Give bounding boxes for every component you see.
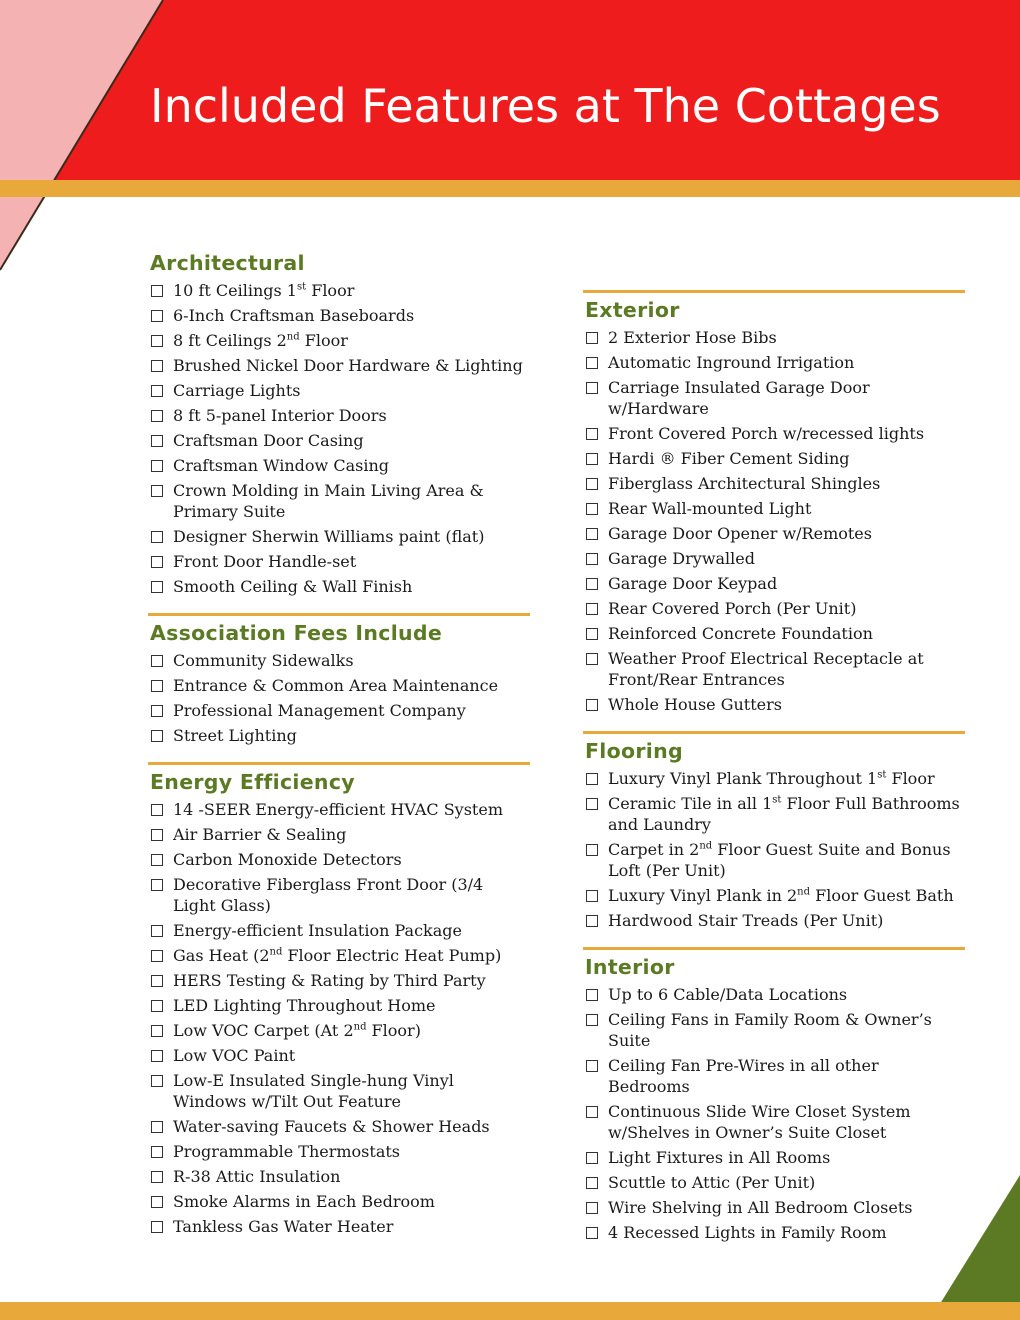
checkbox-icon bbox=[151, 975, 163, 987]
checkbox-icon bbox=[151, 581, 163, 593]
ordinal-suffix: nd bbox=[353, 1021, 367, 1033]
feature-item bbox=[583, 598, 965, 619]
feature-item bbox=[148, 849, 530, 870]
feature-text: Tankless Gas Water Heater bbox=[173, 1217, 394, 1236]
checkbox-icon bbox=[151, 705, 163, 717]
checkbox-icon bbox=[151, 435, 163, 447]
corner-decoration-bottom-right bbox=[930, 1175, 1020, 1320]
checkbox-icon bbox=[151, 680, 163, 692]
checkbox-icon bbox=[151, 1075, 163, 1087]
checkbox-icon bbox=[586, 453, 598, 465]
feature-text-continued: Floor Full Bathrooms and Laundry bbox=[608, 794, 960, 834]
checkbox-icon bbox=[586, 628, 598, 640]
feature-text: Street Lighting bbox=[173, 726, 297, 745]
feature-item bbox=[583, 1055, 965, 1097]
checkbox-icon bbox=[151, 1221, 163, 1233]
feature-text: Craftsman Door Casing bbox=[173, 431, 364, 450]
feature-text-continued: Floor) bbox=[366, 1021, 421, 1040]
checkbox-icon bbox=[151, 854, 163, 866]
section-architectural bbox=[148, 250, 530, 597]
feature-item bbox=[583, 623, 965, 644]
checkbox-icon bbox=[586, 844, 598, 856]
feature-item bbox=[583, 327, 965, 348]
feature-text: R-38 Attic Insulation bbox=[173, 1167, 341, 1186]
header-stripe bbox=[0, 180, 1020, 197]
checkbox-icon bbox=[151, 531, 163, 543]
feature-text: Low VOC Carpet (At 2 bbox=[173, 1021, 354, 1040]
ordinal-suffix: nd bbox=[699, 840, 713, 852]
feature-text: Garage Door Opener w/Remotes bbox=[608, 524, 872, 543]
corner-decoration-top-left bbox=[0, 0, 170, 275]
section-energy-efficiency bbox=[148, 762, 530, 1237]
feature-item bbox=[583, 1101, 965, 1143]
checkbox-icon bbox=[151, 925, 163, 937]
checkbox-icon bbox=[586, 1060, 598, 1072]
feature-item bbox=[148, 700, 530, 721]
feature-item bbox=[583, 1147, 965, 1168]
checkbox-icon bbox=[151, 1025, 163, 1037]
feature-text: Continuous Slide Wire Closet System w/Shelves in Owner’s Suite Closet bbox=[608, 1102, 911, 1142]
feature-text: Rear Covered Porch (Per Unit) bbox=[608, 599, 857, 618]
left-column bbox=[148, 250, 530, 1253]
feature-text: Scuttle to Attic (Per Unit) bbox=[608, 1173, 816, 1192]
feature-text: Wire Shelving in All Bedroom Closets bbox=[608, 1198, 913, 1217]
ordinal-suffix: st bbox=[772, 794, 782, 806]
feature-item bbox=[148, 330, 530, 351]
checkbox-icon bbox=[586, 503, 598, 515]
feature-item bbox=[148, 1116, 530, 1137]
feature-item bbox=[148, 1191, 530, 1212]
checkbox-icon bbox=[586, 428, 598, 440]
section-exterior bbox=[583, 290, 965, 715]
section-heading-energy-efficiency: Energy Efficiency bbox=[150, 770, 355, 794]
checkbox-icon bbox=[586, 1202, 598, 1214]
feature-text: Garage Drywalled bbox=[608, 549, 755, 568]
feature-text: Water-saving Faucets & Shower Heads bbox=[173, 1117, 490, 1136]
checkbox-icon bbox=[586, 915, 598, 927]
checkbox-icon bbox=[151, 829, 163, 841]
checkbox-icon bbox=[151, 1146, 163, 1158]
ordinal-suffix: st bbox=[296, 281, 307, 293]
feature-text: Automatic Inground Irrigation bbox=[608, 353, 855, 372]
feature-text: Energy-efficient Insulation Package bbox=[173, 921, 462, 940]
feature-text-continued: Floor Guest Bath bbox=[810, 886, 954, 905]
checkbox-icon bbox=[151, 1050, 163, 1062]
feature-item bbox=[148, 280, 530, 301]
checkbox-icon bbox=[151, 460, 163, 472]
feature-text: 10 ft Ceilings 1 bbox=[173, 281, 297, 300]
feature-item bbox=[148, 1020, 530, 1041]
checkbox-icon bbox=[586, 1014, 598, 1026]
feature-item bbox=[583, 648, 965, 690]
feature-text: Hardwood Stair Treads (Per Unit) bbox=[608, 911, 884, 930]
feature-text: Crown Molding in Main Living Area & Primary Suite bbox=[173, 481, 484, 521]
feature-list-energy-efficiency bbox=[148, 799, 530, 1237]
checkbox-icon bbox=[586, 1106, 598, 1118]
feature-text: Luxury Vinyl Plank in 2 bbox=[608, 886, 798, 905]
feature-item bbox=[583, 910, 965, 931]
feature-text: Designer Sherwin Williams paint (flat) bbox=[173, 527, 485, 546]
feature-text: Craftsman Window Casing bbox=[173, 456, 389, 475]
checkbox-icon bbox=[151, 385, 163, 397]
feature-item bbox=[583, 548, 965, 569]
ordinal-suffix: nd bbox=[286, 331, 300, 343]
feature-text: Carbon Monoxide Detectors bbox=[173, 850, 402, 869]
feature-item bbox=[148, 799, 530, 820]
feature-text: 8 ft 5-panel Interior Doors bbox=[173, 406, 387, 425]
ordinal-suffix: nd bbox=[797, 886, 811, 898]
feature-item bbox=[583, 839, 965, 881]
checkbox-icon bbox=[586, 989, 598, 1001]
section-heading-exterior: Exterior bbox=[585, 298, 680, 322]
checkbox-icon bbox=[586, 382, 598, 394]
feature-item bbox=[583, 352, 965, 373]
feature-text: Rear Wall-mounted Light bbox=[608, 499, 812, 518]
right-column bbox=[583, 290, 965, 1259]
feature-text: Brushed Nickel Door Hardware & Lighting bbox=[173, 356, 523, 375]
feature-text: 4 Recessed Lights in Family Room bbox=[608, 1223, 887, 1242]
checkbox-icon bbox=[586, 890, 598, 902]
feature-text: Garage Door Keypad bbox=[608, 574, 778, 593]
feature-item bbox=[583, 984, 965, 1005]
feature-item bbox=[583, 448, 965, 469]
section-heading-architectural: Architectural bbox=[150, 251, 305, 275]
checkbox-icon bbox=[151, 285, 163, 297]
feature-item bbox=[148, 576, 530, 597]
feature-item bbox=[148, 355, 530, 376]
feature-item bbox=[583, 473, 965, 494]
footer-stripe bbox=[0, 1302, 1020, 1320]
feature-item bbox=[148, 945, 530, 966]
checkbox-icon bbox=[586, 332, 598, 344]
feature-item bbox=[148, 1166, 530, 1187]
checkbox-icon bbox=[586, 603, 598, 615]
ordinal-suffix: nd bbox=[269, 946, 283, 958]
checkbox-icon bbox=[151, 879, 163, 891]
feature-item bbox=[148, 551, 530, 572]
feature-text: Carriage Lights bbox=[173, 381, 301, 400]
feature-text: Ceramic Tile in all 1 bbox=[608, 794, 773, 813]
feature-item bbox=[148, 1045, 530, 1066]
feature-item bbox=[148, 305, 530, 326]
checkbox-icon bbox=[151, 1000, 163, 1012]
checkbox-icon bbox=[586, 578, 598, 590]
checkbox-icon bbox=[151, 804, 163, 816]
feature-item bbox=[148, 1216, 530, 1237]
checkbox-icon bbox=[151, 1121, 163, 1133]
feature-text: Decorative Fiberglass Front Door (3/4 Light Glass) bbox=[173, 875, 484, 915]
feature-text: Ceiling Fans in Family Room & Owner’s Suite bbox=[608, 1010, 932, 1050]
feature-item bbox=[148, 526, 530, 547]
feature-item bbox=[148, 920, 530, 941]
checkbox-icon bbox=[151, 360, 163, 372]
feature-item bbox=[148, 380, 530, 401]
feature-text: Programmable Thermostats bbox=[173, 1142, 400, 1161]
feature-text: Fiberglass Architectural Shingles bbox=[608, 474, 881, 493]
section-heading-association-fees: Association Fees Include bbox=[150, 621, 443, 645]
checkbox-icon bbox=[586, 1152, 598, 1164]
feature-item bbox=[148, 430, 530, 451]
section-heading-flooring: Flooring bbox=[585, 739, 684, 763]
feature-item bbox=[148, 455, 530, 476]
feature-text: Low-E Insulated Single-hung Vinyl Windows w/Tilt Out Feature bbox=[173, 1071, 454, 1111]
feature-item bbox=[148, 480, 530, 522]
feature-text-continued: Floor Electric Heat Pump) bbox=[282, 946, 502, 965]
feature-item bbox=[148, 995, 530, 1016]
feature-text: Low VOC Paint bbox=[173, 1046, 296, 1065]
checkbox-icon bbox=[586, 699, 598, 711]
checkbox-icon bbox=[151, 410, 163, 422]
feature-item bbox=[583, 793, 965, 835]
feature-item bbox=[148, 1070, 530, 1112]
section-association-fees bbox=[148, 613, 530, 746]
checkbox-icon bbox=[586, 653, 598, 665]
feature-list-association-fees bbox=[148, 650, 530, 746]
checkbox-icon bbox=[586, 1227, 598, 1239]
checkbox-icon bbox=[151, 310, 163, 322]
ordinal-suffix: st bbox=[877, 769, 887, 781]
feature-item bbox=[583, 1172, 965, 1193]
feature-text: 8 ft Ceilings 2 bbox=[173, 331, 287, 350]
feature-list-interior bbox=[583, 984, 965, 1243]
feature-item bbox=[583, 377, 965, 419]
checkbox-icon bbox=[151, 1196, 163, 1208]
feature-text-continued: Floor bbox=[306, 281, 355, 300]
checkbox-icon bbox=[586, 478, 598, 490]
feature-text: Weather Proof Electrical Receptacle at Front/Rear Entrances bbox=[608, 649, 924, 689]
feature-text: Gas Heat (2 bbox=[173, 946, 270, 965]
checkbox-icon bbox=[586, 1177, 598, 1189]
feature-item bbox=[583, 694, 965, 715]
feature-item bbox=[583, 423, 965, 444]
feature-list-flooring bbox=[583, 768, 965, 931]
checkbox-icon bbox=[151, 335, 163, 347]
feature-text: Front Door Handle-set bbox=[173, 552, 357, 571]
feature-item bbox=[148, 675, 530, 696]
feature-text: Carpet in 2 bbox=[608, 840, 700, 859]
checkbox-icon bbox=[151, 485, 163, 497]
feature-text-continued: Floor Guest Suite and Bonus Loft (Per Unit) bbox=[608, 840, 951, 880]
feature-item bbox=[583, 1009, 965, 1051]
feature-text: Smoke Alarms in Each Bedroom bbox=[173, 1192, 435, 1211]
checkbox-icon bbox=[586, 798, 598, 810]
feature-text: Front Covered Porch w/recessed lights bbox=[608, 424, 925, 443]
feature-text: Community Sidewalks bbox=[173, 651, 354, 670]
feature-text: Carriage Insulated Garage Door w/Hardware bbox=[608, 378, 870, 418]
feature-item bbox=[583, 573, 965, 594]
checkbox-icon bbox=[586, 528, 598, 540]
feature-text: LED Lighting Throughout Home bbox=[173, 996, 436, 1015]
feature-item bbox=[148, 725, 530, 746]
feature-text: Professional Management Company bbox=[173, 701, 466, 720]
feature-item bbox=[148, 1141, 530, 1162]
feature-text: Reinforced Concrete Foundation bbox=[608, 624, 873, 643]
feature-text-continued: Floor bbox=[886, 769, 935, 788]
feature-list-architectural bbox=[148, 280, 530, 597]
feature-item bbox=[583, 768, 965, 789]
section-interior bbox=[583, 947, 965, 1243]
feature-text: Smooth Ceiling & Wall Finish bbox=[173, 577, 413, 596]
feature-item bbox=[148, 874, 530, 916]
feature-item bbox=[583, 885, 965, 906]
feature-item bbox=[148, 970, 530, 991]
feature-text: 14 -SEER Energy-efficient HVAC System bbox=[173, 800, 503, 819]
feature-list-exterior bbox=[583, 327, 965, 715]
feature-text-continued: Floor bbox=[299, 331, 348, 350]
section-heading-interior: Interior bbox=[585, 955, 675, 979]
feature-item bbox=[583, 1197, 965, 1218]
section-flooring bbox=[583, 731, 965, 931]
feature-item bbox=[148, 405, 530, 426]
feature-text: Up to 6 Cable/Data Locations bbox=[608, 985, 848, 1004]
feature-text: Hardi ® Fiber Cement Siding bbox=[608, 449, 850, 468]
checkbox-icon bbox=[151, 950, 163, 962]
feature-text: Light Fixtures in All Rooms bbox=[608, 1148, 831, 1167]
feature-text: Air Barrier & Sealing bbox=[173, 825, 347, 844]
feature-text: 6-Inch Craftsman Baseboards bbox=[173, 306, 415, 325]
feature-item bbox=[583, 498, 965, 519]
checkbox-icon bbox=[151, 556, 163, 568]
feature-item bbox=[583, 1222, 965, 1243]
checkbox-icon bbox=[151, 655, 163, 667]
feature-text: HERS Testing & Rating by Third Party bbox=[173, 971, 486, 990]
feature-item bbox=[583, 523, 965, 544]
feature-text: 2 Exterior Hose Bibs bbox=[608, 328, 777, 347]
feature-item bbox=[148, 824, 530, 845]
checkbox-icon bbox=[151, 730, 163, 742]
checkbox-icon bbox=[151, 1171, 163, 1183]
checkbox-icon bbox=[586, 553, 598, 565]
checkbox-icon bbox=[586, 773, 598, 785]
page-title: Included Features at The Cottages bbox=[150, 79, 941, 133]
feature-text: Whole House Gutters bbox=[608, 695, 782, 714]
feature-text: Luxury Vinyl Plank Throughout 1 bbox=[608, 769, 878, 788]
checkbox-icon bbox=[586, 357, 598, 369]
feature-text: Entrance & Common Area Maintenance bbox=[173, 676, 499, 695]
feature-item bbox=[148, 650, 530, 671]
feature-text: Ceiling Fan Pre-Wires in all other Bedrooms bbox=[608, 1056, 879, 1096]
